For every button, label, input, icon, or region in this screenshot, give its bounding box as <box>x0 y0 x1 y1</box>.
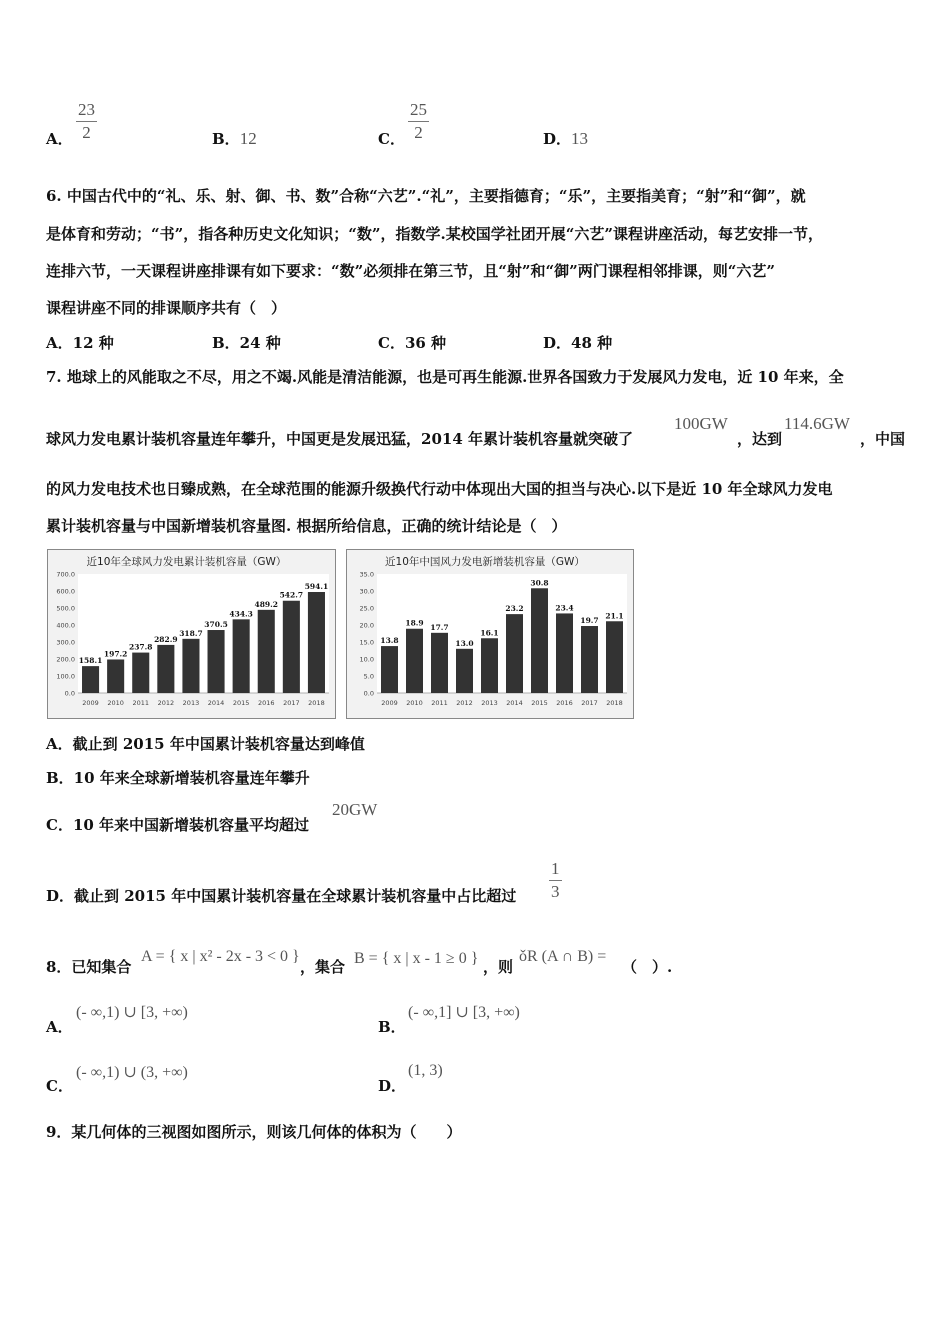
data-label-2014: 23.2 <box>505 604 524 614</box>
q5-option-d-label: D． <box>543 130 572 148</box>
q8-set-a: A = { x | x² - 2x - 3 < 0 } <box>141 948 300 965</box>
q8-suffix: （ ）. <box>622 958 673 976</box>
x-tick-label-2011: 2011 <box>132 699 150 707</box>
bar-2018 <box>606 621 623 693</box>
bar-2014 <box>506 614 523 693</box>
q9-text: 9．某几何体的三视图如图所示，则该几何体的体积为（ ） <box>46 1123 462 1141</box>
y-tick-label: 600.0 <box>56 587 75 596</box>
bar-2017 <box>283 601 300 693</box>
q7-math-114gw: 114.6GW <box>784 414 850 433</box>
y-tick-label: 700.0 <box>56 570 75 579</box>
data-label-2012: 13.0 <box>455 638 474 648</box>
q5-option-c <box>378 128 405 149</box>
y-tick-label: 0.0 <box>64 689 75 698</box>
y-tick-label: 100.0 <box>56 672 75 681</box>
x-tick-label-2015: 2015 <box>232 699 250 707</box>
bar-2014 <box>208 630 225 693</box>
q5-option-d-value: 13 <box>571 129 589 148</box>
y-tick-label: 0.0 <box>363 689 374 698</box>
q6-option-b: B．24 种 <box>212 334 281 352</box>
bar-2010 <box>406 629 423 693</box>
data-label-2014: 370.5 <box>204 620 228 630</box>
data-label-2012: 282.9 <box>154 634 178 644</box>
q7-option-d: D．截止到 2015 年中国累计装机容量在全球累计装机容量中占比超过 <box>46 887 517 905</box>
x-tick-label-2013: 2013 <box>182 699 200 707</box>
data-label-2015: 30.8 <box>530 578 549 588</box>
q7-d-denominator: 3 <box>551 882 560 901</box>
y-tick-label: 5.0 <box>363 672 374 681</box>
y-tick-label: 500.0 <box>56 604 75 613</box>
x-tick-label-2014: 2014 <box>506 699 523 707</box>
global-capacity-chart-svg <box>48 550 335 718</box>
q5-option-b-label: B． <box>212 130 240 148</box>
china-new-capacity-chart <box>346 549 634 719</box>
x-tick-label-2010: 2010 <box>406 699 423 707</box>
x-tick-label-2017: 2017 <box>283 699 300 707</box>
y-tick-label: 10.0 <box>359 655 374 664</box>
q7-line-2-part-c: ，中国 <box>860 430 906 448</box>
bar-2011 <box>431 633 448 693</box>
q7-line-4: 累计装机容量与中国新增装机容量图. 根据所给信息，正确的统计结论是（ ） <box>46 517 567 535</box>
q6-line-2: 是体育和劳动；“书”，指各种历史文化知识；“数”，指数学.某校国学社团开展“六艺”课程讲座活动，每艺安排一节， <box>46 225 823 243</box>
bar-2012 <box>456 649 473 693</box>
x-tick-label-2012: 2012 <box>157 699 175 707</box>
x-tick-label-2016: 2016 <box>556 699 573 707</box>
data-label-2017: 542.7 <box>279 590 304 600</box>
data-label-2018: 594.1 <box>304 582 329 592</box>
x-tick-label-2010: 2010 <box>107 699 124 707</box>
q7-line-2-part-b: ，达到 <box>737 430 783 448</box>
data-label-2013: 16.1 <box>480 628 499 638</box>
q7-line-2-part-a: 球风力发电累计装机容量连年攀升，中国更是发展迅猛，2014 年累计装机容量就突破了 <box>46 430 633 448</box>
bar-2009 <box>381 646 398 693</box>
y-tick-label: 35.0 <box>359 570 374 579</box>
q6-option-a: A．12 种 <box>46 334 114 352</box>
q6-line-3: 连排六节，一天课程讲座排课有如下要求：“数”必须排在第三节，且“射”和“御”两门课程相邻排课，则“六艺” <box>46 262 776 280</box>
bar-2012 <box>157 645 174 693</box>
x-tick-label-2018: 2018 <box>606 699 623 707</box>
q7-option-c-math: 20GW <box>332 800 378 819</box>
y-tick-label: 15.0 <box>359 638 374 647</box>
x-tick-label-2013: 2013 <box>481 699 498 707</box>
x-tick-label-2009: 2009 <box>82 699 99 707</box>
data-label-2009: 158.1 <box>78 656 103 666</box>
q7-option-c: C．10 年来中国新增装机容量平均超过 <box>46 816 310 834</box>
x-tick-label-2009: 2009 <box>381 699 398 707</box>
bar-2011 <box>132 653 149 693</box>
x-tick-label-2017: 2017 <box>581 699 598 707</box>
q7-option-a: A．截止到 2015 年中国累计装机容量达到峰值 <box>46 735 365 753</box>
q8-option-c-value: (- ∞,1) ∪ (3, +∞) <box>76 1064 188 1081</box>
bar-2016 <box>258 610 275 693</box>
q5-option-a-label: A． <box>46 130 73 148</box>
y-tick-label: 25.0 <box>359 604 374 613</box>
q8-then: ，则 <box>483 958 514 976</box>
q6-line-4: 课程讲座不同的排课顺序共有（ ） <box>46 299 287 317</box>
q8-expression: ǒR (A ∩ B) = <box>519 948 607 965</box>
data-label-2011: 237.8 <box>129 642 153 652</box>
data-label-2011: 17.7 <box>430 622 449 632</box>
q8-option-a-value: (- ∞,1) ∪ [3, +∞) <box>76 1004 188 1021</box>
q8-option-b-label: B． <box>378 1018 406 1036</box>
bar-2013 <box>481 638 498 693</box>
bar-2018 <box>308 592 325 693</box>
chart-title: 近10年中国风力发电新增装机容量（GW） <box>385 556 585 568</box>
q8-set-b: B = { x | x - 1 ≥ 0 } <box>354 950 479 967</box>
x-tick-label-2018: 2018 <box>308 699 325 707</box>
bar-2010 <box>107 659 124 693</box>
q5-option-d <box>543 128 588 149</box>
q8-option-d-value: (1, 3) <box>408 1062 443 1079</box>
x-tick-label-2012: 2012 <box>456 699 473 707</box>
x-tick-label-2011: 2011 <box>431 699 448 707</box>
global-capacity-chart <box>47 549 336 719</box>
q5-c-denominator: 2 <box>414 123 423 142</box>
y-tick-label: 300.0 <box>56 638 75 647</box>
bar-2017 <box>581 626 598 693</box>
q8-prefix: 8．已知集合 <box>46 958 132 976</box>
y-tick-label: 30.0 <box>359 587 374 596</box>
q6-line-1: 6. 中国古代中的“礼、乐、射、御、书、数”合称“六艺”.“礼”，主要指德育；“乐”，主要指美育；“射”和“御”，就 <box>46 187 806 205</box>
bar-2015 <box>233 619 250 693</box>
bar-2013 <box>182 639 199 693</box>
data-label-2016: 489.2 <box>254 599 278 609</box>
q7-option-d-fraction <box>549 859 562 902</box>
q8-option-a-label: A． <box>46 1018 73 1036</box>
data-label-2010: 18.9 <box>405 618 424 628</box>
q5-option-b-value: 12 <box>239 129 257 148</box>
chart-title: 近10年全球风力发电累计装机容量（GW） <box>86 556 287 568</box>
bar-2015 <box>531 588 548 693</box>
q8-option-b-value: (- ∞,1] ∪ [3, +∞) <box>408 1004 520 1021</box>
q5-c-numerator: 25 <box>408 100 429 122</box>
data-label-2009: 13.8 <box>380 636 399 646</box>
q5-a-denominator: 2 <box>82 123 91 142</box>
bar-2009 <box>82 666 99 693</box>
data-label-2010: 197.2 <box>103 649 128 659</box>
q8-mid: ，集合 <box>300 958 346 976</box>
data-label-2017: 19.7 <box>580 616 599 626</box>
q7-math-100gw: 100GW <box>674 414 728 433</box>
q5-option-a <box>46 128 73 149</box>
q7-line-3: 的风力发电技术也日臻成熟，在全球范围的能源升级换代行动中体现出大国的担当与决心.以下是近 10 年全球风力发电 <box>46 480 833 498</box>
data-label-2018: 21.1 <box>605 611 624 621</box>
q5-option-b <box>212 128 257 149</box>
x-tick-label-2014: 2014 <box>207 699 225 707</box>
q5-a-numerator: 23 <box>76 100 97 122</box>
q6-option-d: D．48 种 <box>543 334 613 352</box>
data-label-2013: 318.7 <box>179 628 203 638</box>
q6-option-c: C．36 种 <box>378 334 447 352</box>
x-tick-label-2016: 2016 <box>257 699 275 707</box>
y-tick-label: 20.0 <box>359 621 374 630</box>
q5-option-a-fraction <box>76 100 97 143</box>
q5-option-c-label: C． <box>378 130 405 148</box>
q7-d-numerator: 1 <box>549 859 562 881</box>
x-tick-label-2015: 2015 <box>531 699 548 707</box>
q7-line-1: 7. 地球上的风能取之不尽，用之不竭.风能是清洁能源，也是可再生能源.世界各国致力于发展风力发电，近 10 年来，全 <box>46 368 844 386</box>
q8-option-c-label: C． <box>46 1077 73 1095</box>
y-tick-label: 200.0 <box>56 655 75 664</box>
q7-line-2 <box>46 429 633 449</box>
china-new-capacity-chart-svg <box>347 550 633 718</box>
q5-option-c-fraction <box>408 100 429 143</box>
bar-2016 <box>556 613 573 693</box>
q8-option-d-label: D． <box>378 1077 407 1095</box>
data-label-2015: 434.3 <box>229 609 253 619</box>
y-tick-label: 400.0 <box>56 621 75 630</box>
data-label-2016: 23.4 <box>555 603 574 613</box>
q7-option-b: B．10 年来全球新增装机容量连年攀升 <box>46 769 310 787</box>
